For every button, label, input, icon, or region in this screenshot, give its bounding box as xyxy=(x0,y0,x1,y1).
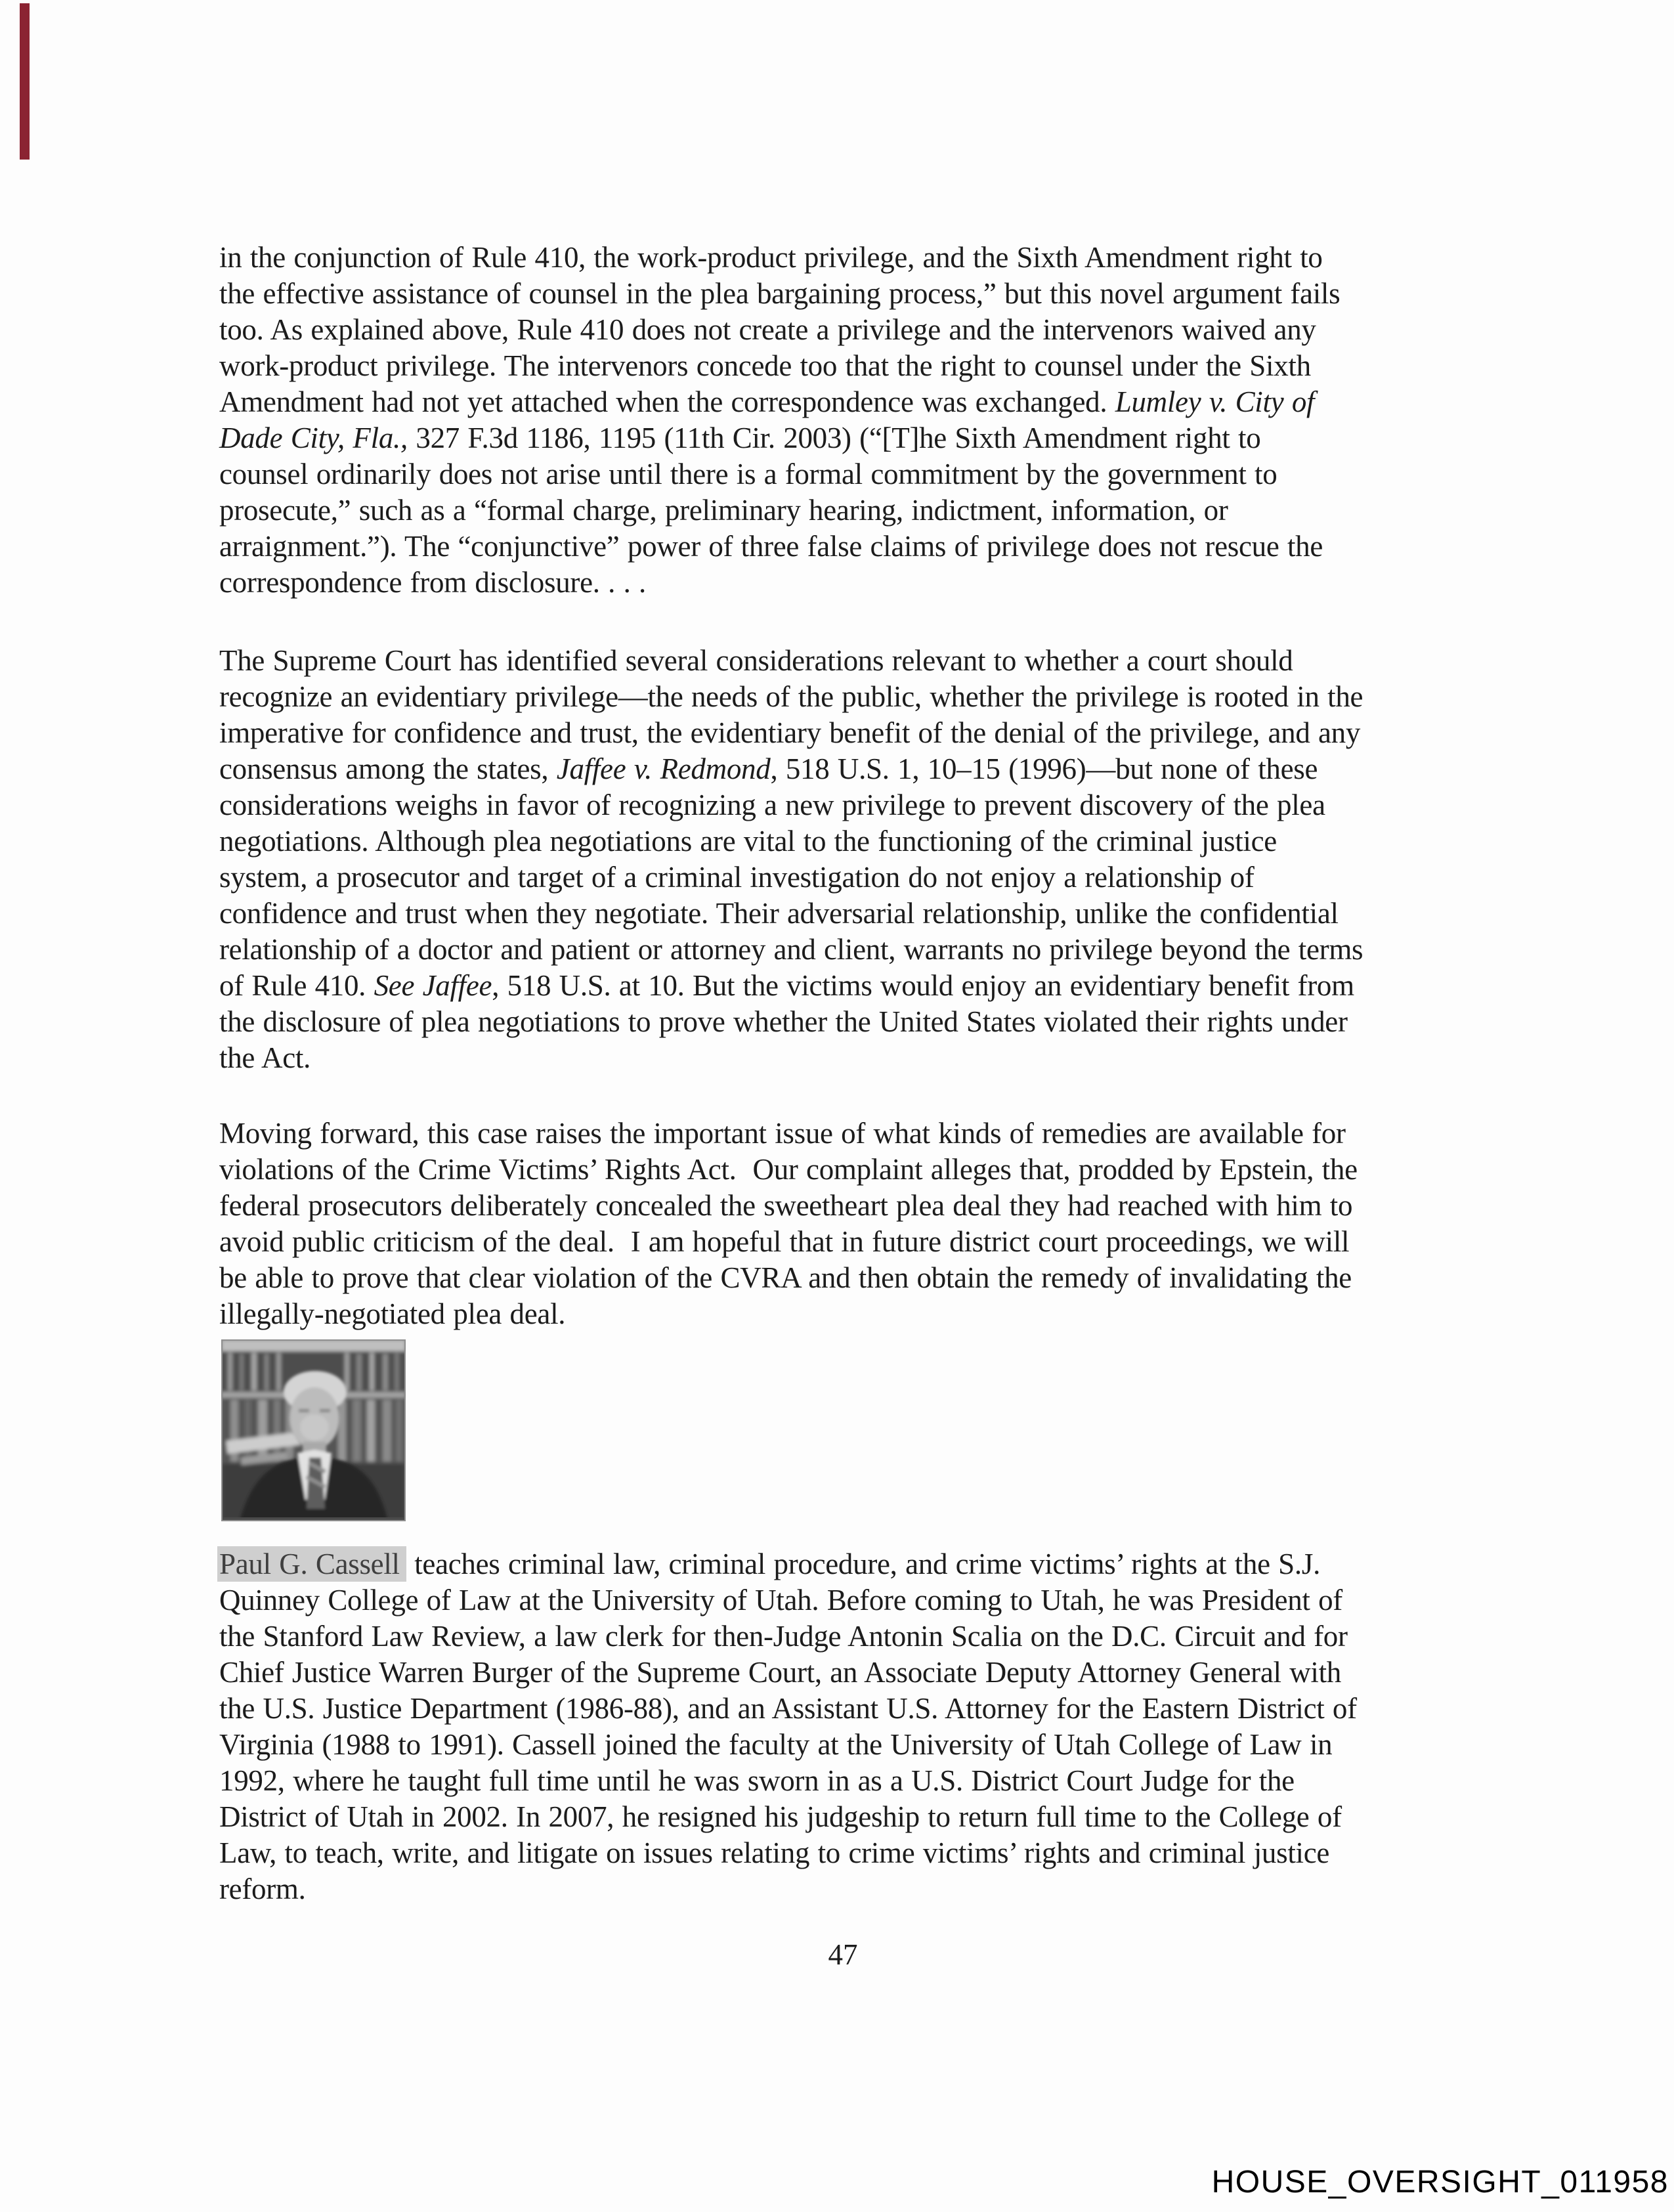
paragraph-rule410-privilege-argument: in the conjunction of Rule 410, the work-product privilege, and the Sixth Amendment right to the effective assistance of counsel in the plea bargaining process,” but this novel argument fails too. As explained above, Rule 410 does not create a privilege and the intervenors waived any work-product privilege. The intervenors concede too that the right to counsel under the Sixth Amendment had not yet attached when the correspondence was exchanged. Lumley v. City of Dade City, Fla., 327 F.3d 1186, 1195 (11th Cir. 2003) (“[T]he Sixth Amendment right to counsel ordinarily does not arise until there is a formal commitment by the government to prosecute,” such as a “formal charge, preliminary hearing, indictment, information, or arraignment.”). The “conjunctive” power of three false claims of privilege does not rescue the correspondence from disclosure. . . . xyxy=(219,241,1341,599)
paragraph-moving-forward-remedies: Moving forward, this case raises the important issue of what kinds of remedies are available for violations of the Crime Victims’ Rights Act. Our complaint alleges that, prodded by Epstein, the federal prosecutors deliberately concealed the sweetheart plea deal they had reached with him to avoid public criticism of the deal. I am hopeful that in future district court proceedings, we will be able to prove that clear violation of the CVRA and then obtain the remedy of invalidating the illegally-negotiated plea deal. xyxy=(219,1117,1358,1330)
paragraph-supreme-court-considerations: The Supreme Court has identified several considerations relevant to whether a court should recognize an evidentiary privilege—the needs of the public, whether the privilege is rooted in the imperative for confidence and trust, the evidentiary benefit of the denial of the privilege, and any consensus among the states, Jaffee v. Redmond, 518 U.S. 1, 10–15 (1996)—but none of these considerations weighs in favor of recognizing a new privilege to prevent discovery of the plea negotiations. Although plea negotiations are vital to the functioning of the criminal justice system, a prosecutor and target of a criminal investigation do not enjoy a relationship of confidence and trust when they negotiate. Their adversarial relationship, unlike the confidential relationship of a doctor and patient or attorney and client, warrants no privilege beyond the terms of Rule 410. See Jaffee, 518 U.S. at 10. But the victims would enjoy an evidentiary benefit from the disclosure of plea negotiations to prove whether the United States violated their rights under the Act. xyxy=(219,644,1363,1074)
portrait-photo-image xyxy=(221,1339,406,1521)
bates-stamp: HOUSE_OVERSIGHT_011958 xyxy=(1211,2165,1669,2200)
red-margin-mark xyxy=(20,3,30,160)
page-number: 47 xyxy=(828,1938,858,1971)
paragraph-cassell-biography: Paul G. Cassell teaches criminal law, criminal procedure, and crime victims’ rights at the S.J. Quinney College of Law at the University of Utah. Before coming to Utah, he was President of the Stanford Law Review, a law clerk for then-Judge Antonin Scalia on the D.C. Circuit and for Chief Justice Warren Burger of the Supreme Court, an Associate Deputy Attorney General with the U.S. Justice Department (1986-88), and an Assistant U.S. Attorney for the Eastern District of Virginia (1988 to 1991). Cassell joined the faculty at the University of Utah College of Law in 1992, where he taught full time until he was sworn in as a U.S. District Court Judge for the District of Utah in 2002. In 2007, he resigned his judgeship to return full time to the College of Law, to teach, write, and litigate on issues relating to crime victims’ rights and criminal justice reform. xyxy=(219,1546,1585,1907)
cassell-portrait-photo xyxy=(221,1339,406,1521)
